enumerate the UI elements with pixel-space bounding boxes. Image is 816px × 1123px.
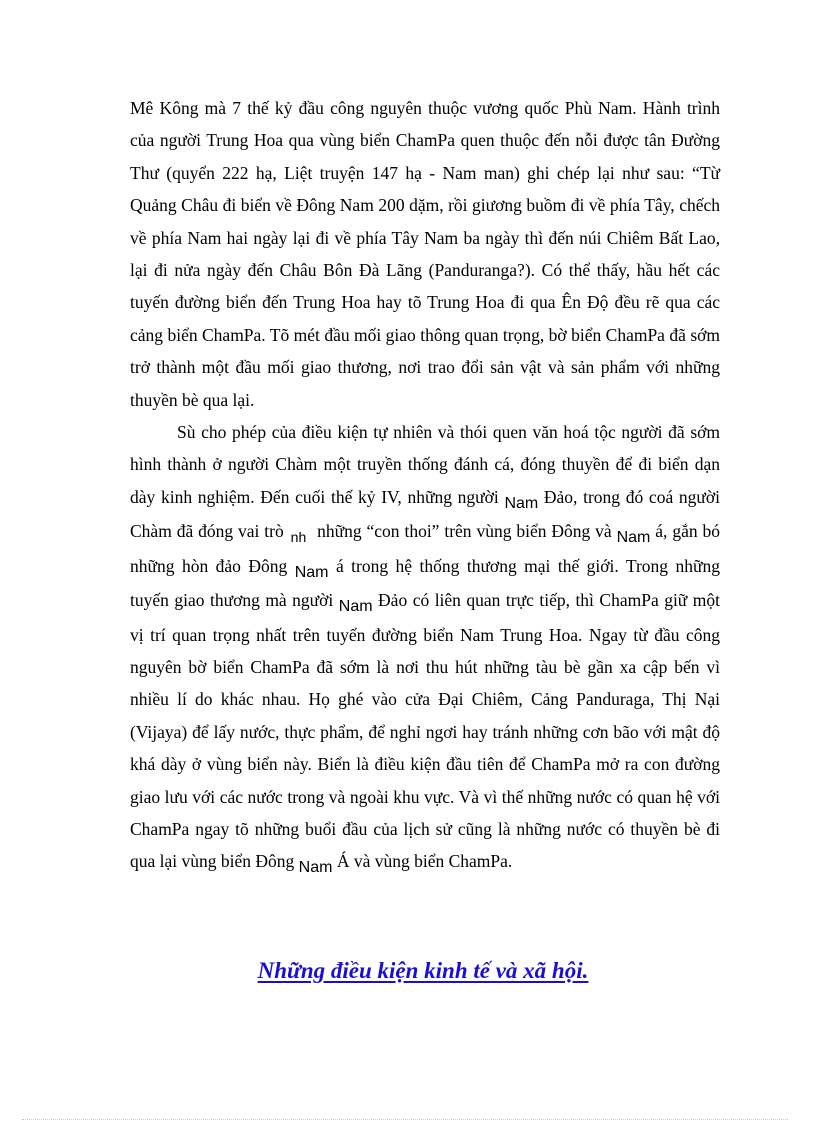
lowered-word: Nam bbox=[616, 529, 651, 547]
paragraph-1 bbox=[130, 92, 720, 416]
text-run: những “con thoi” trên vùng biển Đông và bbox=[312, 521, 617, 542]
text-run: Á và vùng biển ChamPa. bbox=[332, 851, 513, 872]
lowered-word: Nam bbox=[504, 494, 539, 512]
body-text bbox=[130, 92, 720, 880]
text-run: Sù cho phép của điều kiện tự nhiên và thói quen văn hoá tộc người đã sớm hình thành ở người Chàm một truyền thống đánh cá, đóng thuyền để đi biển dạn dày kinh nghiệm. Đến cuối thế kỷ IV, những người bbox=[130, 422, 720, 507]
lowered-word: Nam bbox=[294, 563, 329, 581]
section-heading-link[interactable]: Những điều kiện kinh tế và xã hội. bbox=[257, 958, 589, 983]
text-run: Đảo có liên quan trực tiếp, thì ChamPa giữ một vị trí quan trọng nhất trên tuyến đường biển Nam Trung Hoa. Ngay từ đầu công nguyên bờ biển ChamPa đã sớm là nơi thu hút những tàu bè gần xa cập bến vì nhiều lí do khác nhau. Họ ghé vào cửa Đại Chiêm, Cảng Panduraga, Thị Nại (Vijaya) để lấy nước, thực phẩm, để nghỉ ngơi hay tránh những cơn bão với mật độ khá dày ở vùng biển này. Biển là điều kiện đầu tiên để ChamPa mở ra con đường giao lưu với các nước trong và ngoài khu vực. Và vì thế những nước có quan hệ với ChamPa ngay tõ những buổi đầu của lịch sử cũng là những nước có thuyền bè đi qua lại vùng biển Đông bbox=[130, 590, 721, 872]
text-run: Mê Kông mà 7 thế kỷ đầu công nguyên thuộc vương quốc Phù Nam. Hành trình của người Trung Hoa qua vùng biển ChamPa quen thuộc đến nỗi được tân Đường Thư (quyển 222 hạ, Liệt truyện 147 hạ - Nam man) ghi chép lại như sau: “Từ Quảng Châu đi biển về Đông Nam 200 dặm, rồi giương buồm đi về phía Tây, chếch về phía Nam hai ngày lại đi về phía Tây Nam ba ngày thì đến núi Chiêm Bất Lao, lại đi nửa ngày đến Châu Bôn Đà Lãng (Panduranga?). Có thể thấy, hầu hết các tuyến đường biển đến Trung Hoa hay tõ Trung Hoa đi qua Ên Độ đều rẽ qua các cảng biển ChamPa. Tõ mét đầu mối giao thông quan trọng, bờ biển ChamPa đã sớm trở thành một đầu mối giao thương, nơi trao đổi sản vật và sản phẩm với những thuyền bè qua lại. bbox=[130, 98, 720, 410]
text-run: Đảo, trong đó coá người Chàm đã đóng vai trò bbox=[130, 486, 720, 542]
lowered-word: Nam bbox=[298, 859, 333, 877]
text-run: á trong hệ thống thương mại thế giới. Trong những tuyến giao thương mà người bbox=[130, 555, 720, 611]
lowered-word: nh bbox=[290, 529, 307, 546]
paragraph-2 bbox=[130, 416, 720, 880]
page-bottom-divider bbox=[22, 1119, 788, 1120]
text-run: á, gắn bó những hòn đảo Đông bbox=[130, 521, 720, 576]
lowered-word: Nam bbox=[338, 598, 373, 616]
